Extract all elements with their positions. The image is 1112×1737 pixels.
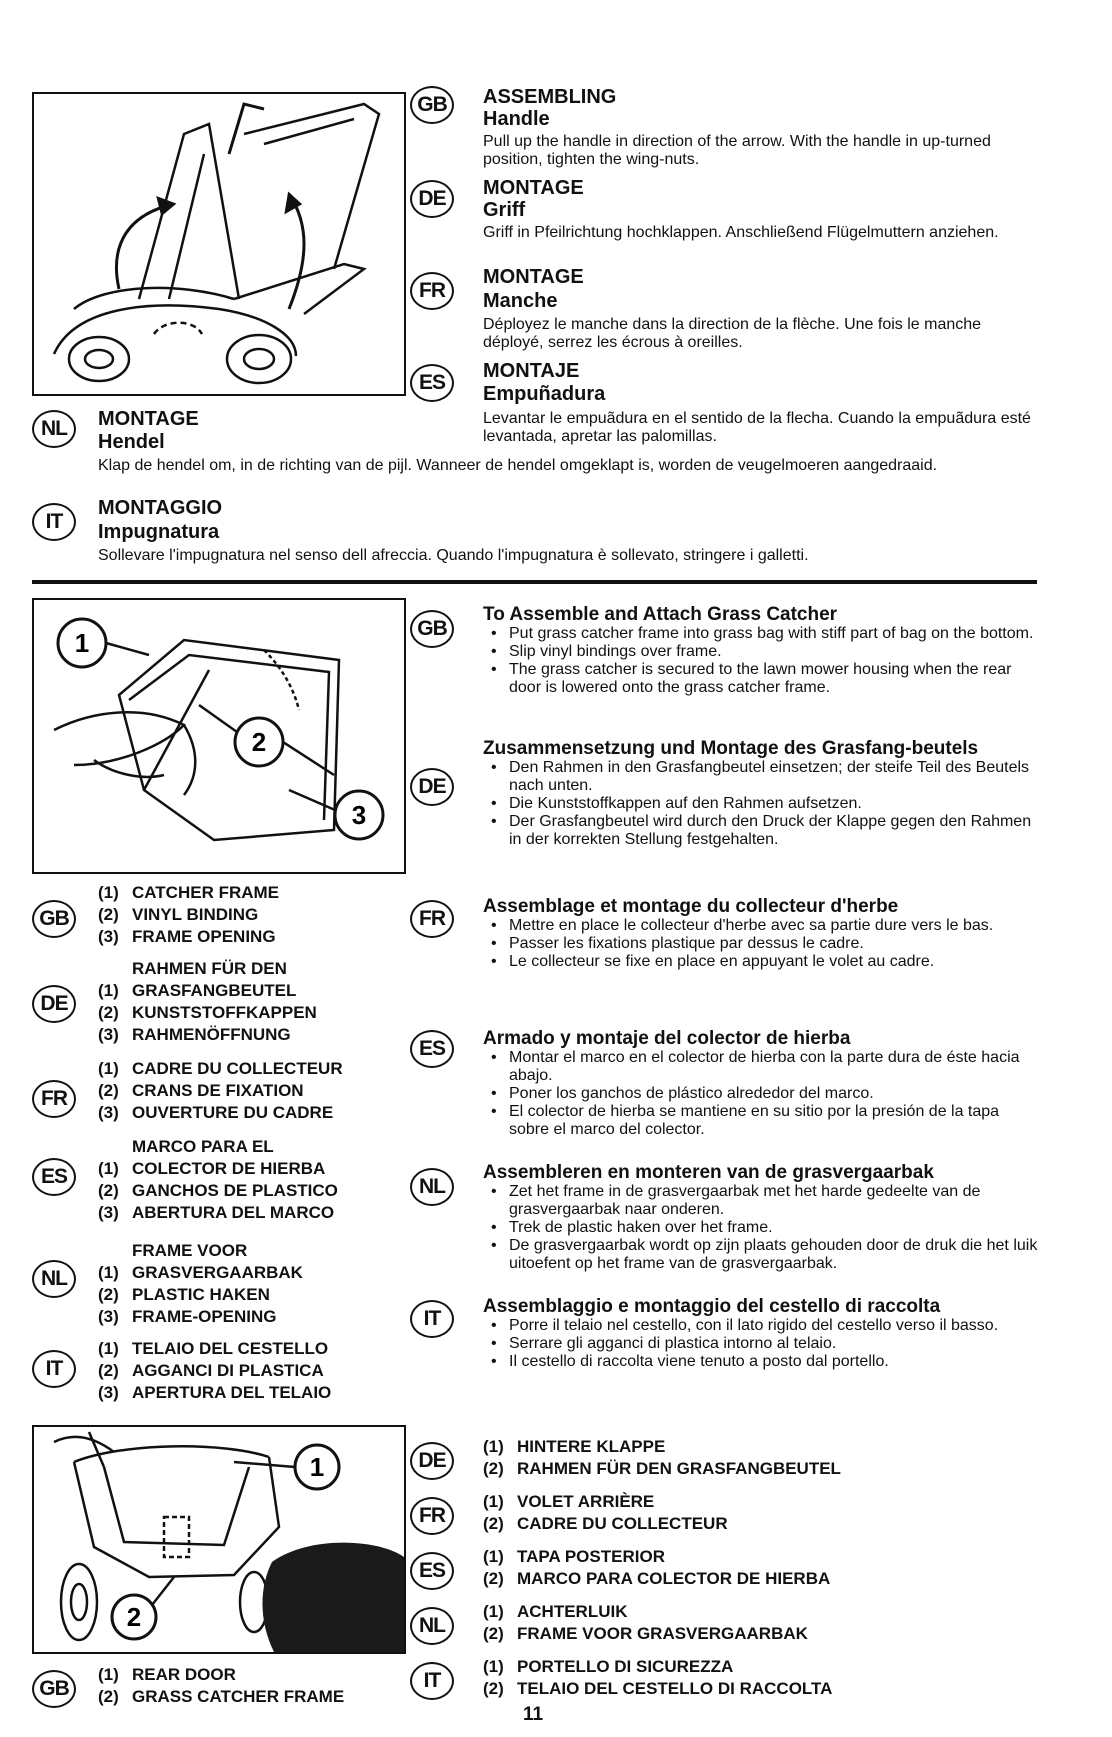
rear-door-illustration [32, 1425, 406, 1654]
parts-frame-de [98, 958, 418, 1046]
part-num: (2) [98, 1081, 119, 1100]
handle-de-text: Griff in Pfeilrichtung hochklappen. Anschließend Flügelmuttern anziehen. [483, 224, 999, 241]
parts-frame-es [98, 1136, 418, 1224]
part-num: (1) [98, 1263, 119, 1282]
part-num: (3) [98, 1203, 119, 1222]
catcher-gb-title: To Assemble and Attach Grass Catcher [483, 604, 838, 625]
part-num: (1) [98, 981, 119, 1000]
parts-door-nl [483, 1601, 1043, 1645]
lang-badge-it: IT [410, 1300, 454, 1338]
catcher-nl-step: • Trek de plastic haken over het frame. [483, 1219, 1043, 1237]
lang-badge-gb: GB [410, 86, 454, 124]
parts-frame-fr [98, 1058, 418, 1124]
lang-badge-fr: FR [410, 1497, 454, 1535]
part-label: MARCO PARA COLECTOR DE HIERBA [517, 1569, 831, 1588]
lang-badge-nl: NL [410, 1607, 454, 1645]
catcher-de-step: • Der Grasfangbeutel wird durch den Druck der Klappe gegen den Rahmen in der korrekten Stellung festgehalten. [483, 813, 1043, 849]
catcher-it-block [483, 1296, 1043, 1371]
part-label: GANCHOS DE PLASTICO [132, 1181, 338, 1200]
part-num: (3) [98, 927, 119, 946]
catcher-es-title: Armado y montaje del colector de hierba [483, 1028, 851, 1049]
catcher-it-step: • Porre il telaio nel cestello, con il lato rigido del cestello verso il basso. [483, 1317, 1043, 1335]
part-label: HINTERE KLAPPE [517, 1437, 666, 1456]
rear-door-drawing [34, 1427, 404, 1652]
lang-badge-de: DE [410, 1442, 454, 1480]
handle-fr-subtitle: Manche [483, 290, 558, 312]
handle-es-title: MONTAJE [483, 360, 580, 382]
part-num: (1) [483, 1657, 504, 1676]
part-label: ABERTURA DEL MARCO [132, 1203, 335, 1222]
lang-badge-it: IT [32, 1350, 76, 1388]
part-label: CADRE DU COLLECTEUR [132, 1059, 343, 1078]
lang-badge-it: IT [32, 503, 76, 541]
part-label: APERTURA DEL TELAIO [132, 1383, 332, 1402]
part-num: (3) [98, 1383, 119, 1402]
catcher-de-block [483, 738, 1043, 849]
handle-es-text: Levantar le empuãdura en el sentido de la flecha. Cuando la empuãdura esté levantada, apretar las palomillas. [483, 410, 1031, 445]
handle-de-title: MONTAGE [483, 177, 584, 199]
part-label: CADRE DU COLLECTEUR [517, 1514, 728, 1533]
catcher-gb-step: • Put grass catcher frame into grass bag with stiff part of bag on the bottom. [483, 625, 1043, 643]
part-label: PLASTIC HAKEN [132, 1285, 270, 1304]
handle-illustration [32, 92, 406, 396]
part-num: (1) [483, 1602, 504, 1621]
catcher-nl-title: Assembleren en monteren van de grasvergaarbak [483, 1162, 934, 1183]
part-label: VINYL BINDING [132, 905, 259, 924]
lang-badge-it: IT [410, 1662, 454, 1700]
part-num: (1) [483, 1547, 504, 1566]
callout-number-1: 1 [74, 628, 90, 658]
part-label: VOLET ARRIÈRE [517, 1492, 655, 1511]
callout-number-2: 2 [126, 1602, 142, 1632]
lang-badge-es: ES [32, 1158, 76, 1196]
handle-nl-title: MONTAGE [98, 408, 199, 430]
part-label: REAR DOOR [132, 1665, 236, 1684]
part-num: (2) [483, 1569, 504, 1588]
callout-number-3: 3 [351, 800, 367, 830]
lang-badge-fr: FR [32, 1080, 76, 1118]
lang-badge-fr: FR [410, 900, 454, 938]
handle-gb-subtitle: Handle [483, 108, 550, 130]
lang-badge-gb: GB [32, 900, 76, 938]
lang-badge-gb: GB [32, 1670, 76, 1708]
lang-badge-gb: GB [410, 610, 454, 648]
part-num: (1) [98, 1339, 119, 1358]
part-label: OUVERTURE DU CADRE [132, 1103, 334, 1122]
part-label: TELAIO DEL CESTELLO DI RACCOLTA [517, 1679, 833, 1698]
part-label: RAHMENÖFFNUNG [132, 1025, 291, 1044]
part-num: (2) [98, 1285, 119, 1304]
parts-frame-it [98, 1338, 418, 1404]
parts-frame-gb [98, 882, 418, 948]
part-label: MARCO PARA EL COLECTOR DE HIERBA [132, 1137, 326, 1178]
handle-es-subtitle: Empuñadura [483, 383, 606, 405]
part-label: FRAME VOOR GRASVERGAARBAK [132, 1241, 303, 1282]
catcher-fr-block [483, 896, 1043, 971]
part-label: FRAME-OPENING [132, 1307, 277, 1326]
lang-badge-nl: NL [32, 1260, 76, 1298]
parts-door-es [483, 1546, 1043, 1590]
page-number: 11 [523, 1704, 544, 1725]
parts-door-gb [98, 1664, 418, 1708]
handle-de-subtitle: Griff [483, 199, 526, 221]
part-num: (3) [98, 1307, 119, 1326]
part-num: (3) [98, 1025, 119, 1044]
part-label: TELAIO DEL CESTELLO [132, 1339, 329, 1358]
callout-number-2: 2 [251, 727, 267, 757]
catcher-nl-step: • De grasvergaarbak wordt op zijn plaats gehouden door de druk die het luik uitoefent op het frame van de grasvergaarbak. [483, 1237, 1043, 1273]
lang-badge-es: ES [410, 1552, 454, 1590]
catcher-gb-step: • Slip vinyl bindings over frame. [483, 643, 1043, 661]
part-label: RAHMEN FÜR DEN GRASFANGBEUTEL [132, 959, 297, 1000]
part-label: PORTELLO DI SICUREZZA [517, 1657, 734, 1676]
catcher-es-step: • Montar el marco en el colector de hierba con la parte dura de éste hacia abajo. [483, 1049, 1043, 1085]
parts-door-de [483, 1436, 1043, 1480]
catcher-frame-illustration [32, 598, 406, 874]
part-num: (2) [98, 1361, 119, 1380]
part-num: (1) [98, 883, 119, 902]
catcher-de-step: • Die Kunststoffkappen auf den Rahmen aufsetzen. [483, 795, 1043, 813]
part-num: (1) [98, 1665, 119, 1684]
handle-gb-text: Pull up the handle in direction of the arrow. With the handle in up-turned position, tighten the wing-nuts. [483, 133, 991, 168]
lang-badge-nl: NL [32, 410, 76, 448]
part-num: (2) [483, 1679, 504, 1698]
handle-it-text: Sollevare l'impugnatura nel senso dell afreccia. Quando l'impugnatura è sollevato, stringere i galletti. [98, 547, 809, 564]
catcher-es-step: • Poner los ganchos de plástico alrededor del marco. [483, 1085, 1043, 1103]
handle-nl-text: Klap de hendel om, in de richting van de pijl. Wanneer de hendel omgeklapt is, worden de veugelmoeren aangedraaid. [98, 457, 938, 474]
lang-badge-de: DE [410, 768, 454, 806]
catcher-it-step: • Serrare gli agganci di plastica intorno al telaio. [483, 1335, 1043, 1353]
catcher-de-title: Zusammensetzung und Montage des Grasfang-beutels [483, 738, 979, 759]
part-num: (2) [98, 1003, 119, 1022]
catcher-es-step: • El colector de hierba se mantiene en su sitio por la presión de la tapa sobre el marco del colector. [483, 1103, 1043, 1139]
part-num: (2) [483, 1514, 504, 1533]
catcher-fr-step: • Mettre en place le collecteur d'herbe avec sa partie dure vers le bas. [483, 917, 1043, 935]
catcher-gb-step: • The grass catcher is secured to the lawn mower housing when the rear door is lowered onto the grass catcher frame. [483, 661, 1043, 697]
part-num: (2) [98, 1181, 119, 1200]
part-num: (2) [98, 905, 119, 924]
handle-fr-title: MONTAGE [483, 266, 584, 288]
lang-badge-es: ES [410, 364, 454, 402]
catcher-fr-step: • Passer les fixations plastique par dessus le cadre. [483, 935, 1043, 953]
callout-number-1: 1 [309, 1452, 325, 1482]
part-label: RAHMEN FÜR DEN GRASFANGBEUTEL [517, 1459, 841, 1478]
parts-door-fr [483, 1491, 1043, 1535]
catcher-nl-step: • Zet het frame in de grasvergaarbak met het harde gedeelte van de grasvergaarbak naar onderen. [483, 1183, 1043, 1219]
handle-gb-title: ASSEMBLING [483, 86, 617, 108]
parts-door-it [483, 1656, 1043, 1700]
lang-badge-fr: FR [410, 272, 454, 310]
part-num: (1) [483, 1437, 504, 1456]
part-label: CRANS DE FIXATION [132, 1081, 304, 1100]
part-num: (2) [483, 1624, 504, 1643]
part-label: AGGANCI DI PLASTICA [132, 1361, 324, 1380]
part-num: (3) [98, 1103, 119, 1122]
catcher-it-step: • Il cestello di raccolta viene tenuto a posto dal portello. [483, 1353, 1043, 1371]
handle-nl-subtitle: Hendel [98, 431, 165, 453]
parts-frame-nl [98, 1240, 418, 1328]
handle-fr-text: Déployez le manche dans la direction de la flèche. Une fois le manche déployé, serrez les écrous à oreilles. [483, 316, 982, 351]
part-label: FRAME VOOR GRASVERGAARBAK [517, 1624, 808, 1643]
section-divider [32, 580, 1037, 584]
catcher-fr-step: • Le collecteur se fixe en place en appuyant le volet au cadre. [483, 953, 1043, 971]
catcher-it-title: Assemblaggio e montaggio del cestello di raccolta [483, 1296, 941, 1317]
part-num: (1) [483, 1492, 504, 1511]
lang-badge-nl: NL [410, 1168, 454, 1206]
catcher-de-step: • Den Rahmen in den Grasfangbeutel einsetzen; der steife Teil des Beutels nach unten. [483, 759, 1043, 795]
part-label: ACHTERLUIK [517, 1602, 628, 1621]
catcher-gb-block [483, 604, 1043, 697]
lang-badge-es: ES [410, 1030, 454, 1068]
catcher-frame-drawing [34, 600, 404, 872]
part-label: TAPA POSTERIOR [517, 1547, 665, 1566]
handle-it-subtitle: Impugnatura [98, 521, 220, 543]
lang-badge-de: DE [410, 180, 454, 218]
part-label: CATCHER FRAME [132, 883, 280, 902]
part-num: (2) [483, 1459, 504, 1478]
part-label: KUNSTSTOFFKAPPEN [132, 1003, 317, 1022]
part-label: GRASS CATCHER FRAME [132, 1687, 345, 1706]
lang-badge-de: DE [32, 985, 76, 1023]
catcher-es-block [483, 1028, 1043, 1139]
part-num: (2) [98, 1687, 119, 1706]
part-num: (1) [98, 1059, 119, 1078]
handle-it-title: MONTAGGIO [98, 497, 223, 519]
catcher-nl-block [483, 1162, 1043, 1273]
part-label: FRAME OPENING [132, 927, 276, 946]
mower-handle-drawing [34, 94, 404, 394]
part-num: (1) [98, 1159, 119, 1178]
catcher-fr-title: Assemblage et montage du collecteur d'herbe [483, 896, 899, 917]
